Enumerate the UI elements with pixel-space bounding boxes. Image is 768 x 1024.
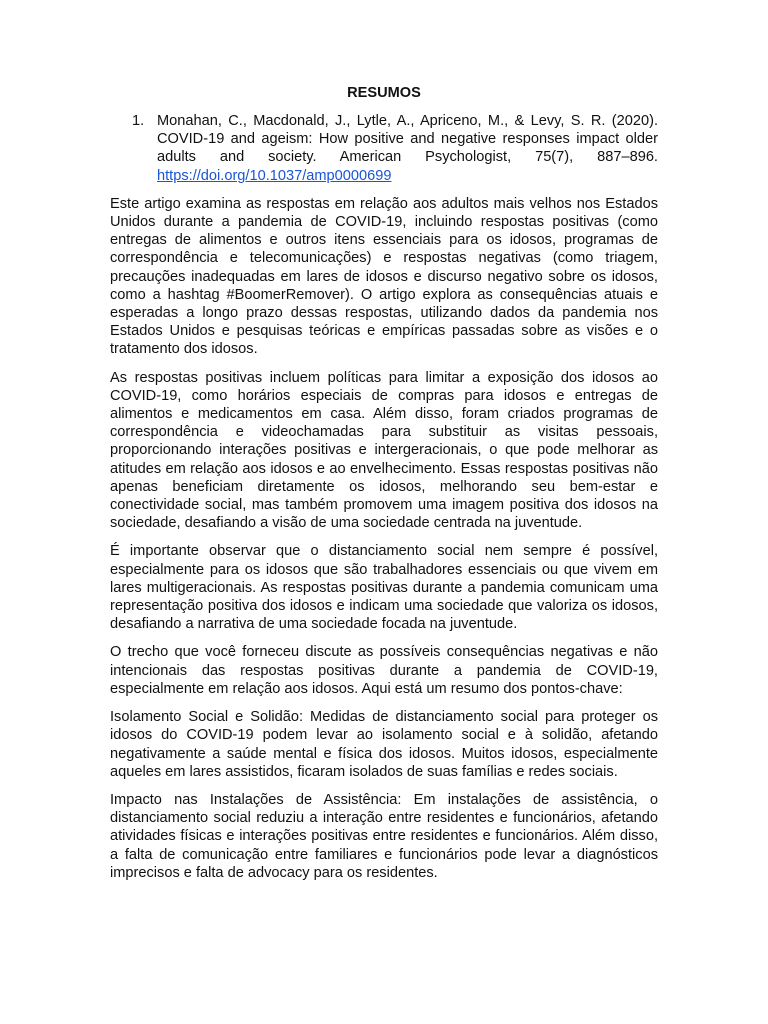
paragraph-negative-consequences: O trecho que você forneceu discute as possíveis consequências negativas e não intencionais das respostas positivas durante a pandemia de COVID-19, especialmente em relação aos idosos. Aqui está um resumo dos pontos-chave: (110, 644, 658, 697)
reference-number: 1. (132, 113, 145, 129)
reference-list (110, 112, 658, 185)
paragraph-care-facilities: Impacto nas Instalações de Assistência: Em instalações de assistência, o distanciamento social reduziu a interação entre residentes e funcionários, afetando atividades físicas e interações positivas entre residentes e funcionários. Além disso, a falta de comunicação entre familiares e funcionários pode levar a diagnósticos imprecisos e falta de advocacy para os residentes. (110, 791, 658, 881)
paragraph-summary: Este artigo examina as respostas em relação aos adultos mais velhos nos Estados Unidos durante a pandemia de COVID-19, incluindo respostas positivas (como entregas de alimentos e outros itens essenciais para os idosos, programas de correspondência e telecomunicações) e respostas negativas (como triagem, precauções inadequadas em lares de idosos e discurso negativo sobre os idosos, como a hashtag #BoomerRemover). O artigo explora as consequências atuais e esperadas a longo prazo dessas respostas, utilizando dados da pandemia nos Estados Unidos e pesquisas teóricas e empíricas passadas sobre as visões e o tratamento dos idosos. (110, 195, 658, 358)
page-title: RESUMOS (347, 85, 421, 101)
paragraph-social-isolation: Isolamento Social e Solidão: Medidas de distanciamento social para proteger os idosos do COVID-19 podem levar ao isolamento social e à solidão, afetando negativamente a saúde mental e física dos idosos. Muitos idosos, especialmente aqueles em lares assistidos, ficaram isolados de suas famílias e redes sociais. (110, 709, 658, 780)
paragraph-social-distancing: É importante observar que o distanciamento social nem sempre é possível, especialmente para os idosos que são trabalhadores essenciais ou que vivem em lares multigeracionais. As respostas positivas durante a pandemia comunicam uma representação positiva dos idosos e indicam uma sociedade que valoriza os idosos, desafiando a narrativa de uma sociedade focada na juventude. (110, 543, 658, 633)
paragraph-positive-responses: As respostas positivas incluem políticas para limitar a exposição dos idosos ao COVID-19, como horários especiais de compras para idosos e entregas de alimentos e medicamentos em casa. Além disso, foram criados programas de correspondência e videochamadas para substituir as visitas pessoais, proporcionando interações positivas e intergeracionais, o que pode melhorar as atitudes em relação aos idosos e ao envelhecimento. Essas respostas positivas não apenas beneficiam diretamente os idosos, melhorando seu bem-estar e conectividade social, mas também promovem uma imagem positiva dos idosos na sociedade, desafiando a visão de uma sociedade centrada na juventude. (110, 369, 658, 532)
doi-link[interactable]: https://doi.org/10.1037/amp0000699 (157, 167, 392, 184)
reference-citation: Monahan, C., Macdonald, J., Lytle, A., Apriceno, M., & Levy, S. R. (2020). COVID-19 and ageism: How positive and negative responses impact older adults and society. American Psychologist, 75(7), 887–896. (157, 113, 658, 166)
reference-item (110, 112, 658, 185)
